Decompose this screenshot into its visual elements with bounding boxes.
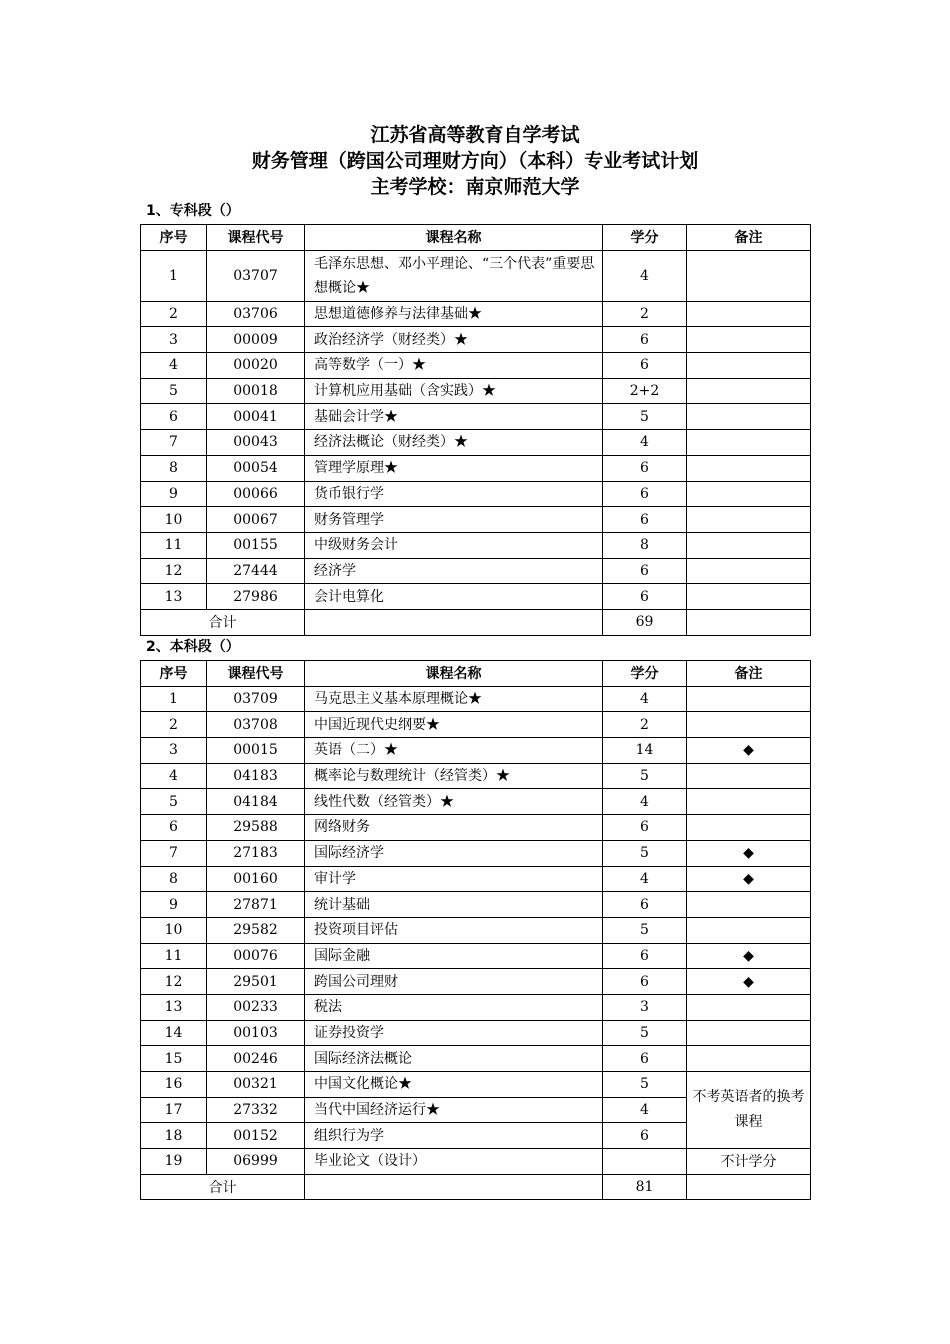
- course-note: [687, 712, 811, 738]
- course-code: 00160: [207, 866, 305, 892]
- table-row: [141, 815, 811, 841]
- section1-label: 1、专科段（）: [146, 203, 240, 219]
- course-credit: 5: [603, 1020, 687, 1046]
- course-code: 00067: [207, 507, 305, 533]
- course-code: 00043: [207, 430, 305, 456]
- total-label: 合计: [141, 1174, 305, 1200]
- table-header-row: [141, 661, 811, 687]
- header-note: 备注: [687, 225, 811, 251]
- row-number: 9: [141, 481, 207, 507]
- course-code: 00152: [207, 1123, 305, 1149]
- table-row: [141, 584, 811, 610]
- course-name: 组织行为学: [305, 1123, 603, 1149]
- total-note-blank: [687, 1174, 811, 1200]
- total-credit: 81: [603, 1174, 687, 1200]
- table-row: [141, 738, 811, 764]
- row-number: 12: [141, 558, 207, 584]
- course-code: 29582: [207, 917, 305, 943]
- course-note: [687, 532, 811, 558]
- section1-body: [141, 250, 811, 635]
- course-note: [687, 789, 811, 815]
- table-row: [141, 943, 811, 969]
- row-number: 6: [141, 404, 207, 430]
- course-note: [687, 763, 811, 789]
- course-code: 27183: [207, 840, 305, 866]
- diamond-mark: ◆: [687, 738, 811, 764]
- course-credit: 5: [603, 404, 687, 430]
- section1-table: [140, 224, 811, 636]
- course-credit: 4: [603, 430, 687, 456]
- row-number: 5: [141, 378, 207, 404]
- row-number: 7: [141, 840, 207, 866]
- course-name: 当代中国经济运行★: [305, 1097, 603, 1123]
- course-credit: 5: [603, 840, 687, 866]
- row-number: 8: [141, 455, 207, 481]
- course-note: [687, 327, 811, 353]
- table-row: [141, 404, 811, 430]
- total-name-blank: [305, 1174, 603, 1200]
- course-credit: 5: [603, 917, 687, 943]
- course-credit: 14: [603, 738, 687, 764]
- course-credit: 6: [603, 815, 687, 841]
- course-name: 中级财务会计: [305, 532, 603, 558]
- total-label: 合计: [141, 609, 305, 635]
- course-note: [687, 892, 811, 918]
- total-name-blank: [305, 609, 603, 635]
- course-code: 04183: [207, 763, 305, 789]
- course-credit: 6: [603, 455, 687, 481]
- course-code: 00018: [207, 378, 305, 404]
- course-note: [687, 353, 811, 379]
- course-name: 经济学: [305, 558, 603, 584]
- header-credit: 学分: [603, 225, 687, 251]
- course-name: 会计电算化: [305, 584, 603, 610]
- course-code: 03708: [207, 712, 305, 738]
- course-credit: 2+2: [603, 378, 687, 404]
- table-row: [141, 994, 811, 1020]
- header-no: 序号: [141, 225, 207, 251]
- course-credit: 6: [603, 584, 687, 610]
- course-name: 中国文化概论★: [305, 1072, 603, 1098]
- total-note-blank: [687, 609, 811, 635]
- course-code: 00009: [207, 327, 305, 353]
- course-credit: 4: [603, 789, 687, 815]
- course-note: [687, 815, 811, 841]
- table-row: [141, 378, 811, 404]
- table-row: [141, 250, 811, 301]
- row-number: 11: [141, 943, 207, 969]
- course-name: 计算机应用基础（含实践）★: [305, 378, 603, 404]
- course-credit: 5: [603, 1072, 687, 1098]
- course-credit: 6: [603, 558, 687, 584]
- table-row: [141, 1046, 811, 1072]
- table-row: [141, 327, 811, 353]
- course-code: 27332: [207, 1097, 305, 1123]
- course-code: 00041: [207, 404, 305, 430]
- course-code: 03706: [207, 301, 305, 327]
- title-line-2: 财务管理（跨国公司理财方向）（本科）专业考试计划: [251, 150, 699, 172]
- merged-note: 不考英语者的换考课程: [687, 1072, 811, 1149]
- course-name: 英语（二）★: [305, 738, 603, 764]
- row-number: 4: [141, 763, 207, 789]
- course-note: [687, 430, 811, 456]
- course-name: 投资项目评估: [305, 917, 603, 943]
- course-code: 00020: [207, 353, 305, 379]
- row-number: 10: [141, 917, 207, 943]
- table-row: [141, 892, 811, 918]
- course-name: 毕业论文（设计）: [305, 1149, 603, 1175]
- row-number: 9: [141, 892, 207, 918]
- header-name: 课程名称: [305, 225, 603, 251]
- table-row: [141, 1149, 811, 1175]
- course-code: 27444: [207, 558, 305, 584]
- table-row: [141, 712, 811, 738]
- course-credit: 3: [603, 994, 687, 1020]
- section2-table: [140, 660, 811, 1200]
- course-code: 27986: [207, 584, 305, 610]
- table-row: [141, 481, 811, 507]
- course-code: 00155: [207, 532, 305, 558]
- course-code: 29588: [207, 815, 305, 841]
- course-credit: 5: [603, 763, 687, 789]
- course-name: 审计学: [305, 866, 603, 892]
- row-number: 8: [141, 866, 207, 892]
- course-credit: 6: [603, 1123, 687, 1149]
- row-number: 6: [141, 815, 207, 841]
- header-name: 课程名称: [305, 661, 603, 687]
- row-number: 3: [141, 327, 207, 353]
- row-number: 18: [141, 1123, 207, 1149]
- row-number: 10: [141, 507, 207, 533]
- course-credit: 8: [603, 532, 687, 558]
- course-credit: 6: [603, 353, 687, 379]
- course-credit: 6: [603, 1046, 687, 1072]
- course-code: 00321: [207, 1072, 305, 1098]
- course-note: 不计学分: [687, 1149, 811, 1175]
- course-note: [687, 558, 811, 584]
- course-note: [687, 1046, 811, 1072]
- course-note: [687, 584, 811, 610]
- row-number: 3: [141, 738, 207, 764]
- course-name: 国际经济学: [305, 840, 603, 866]
- course-name: 基础会计学★: [305, 404, 603, 430]
- diamond-mark: ◆: [687, 866, 811, 892]
- title-line-1: 江苏省高等教育自学考试: [370, 124, 580, 146]
- course-note: [687, 994, 811, 1020]
- table-row: [141, 455, 811, 481]
- course-code: 00076: [207, 943, 305, 969]
- course-credit: 2: [603, 712, 687, 738]
- row-number: 5: [141, 789, 207, 815]
- row-number: 19: [141, 1149, 207, 1175]
- diamond-mark: ◆: [687, 969, 811, 995]
- course-note: [687, 481, 811, 507]
- title-line-3: 主考学校：南京师范大学: [370, 176, 580, 198]
- course-name: 概率论与数理统计（经管类）★: [305, 763, 603, 789]
- row-number: 1: [141, 686, 207, 712]
- row-number: 12: [141, 969, 207, 995]
- row-number: 4: [141, 353, 207, 379]
- total-row: [141, 609, 811, 635]
- course-name: 线性代数（经管类）★: [305, 789, 603, 815]
- course-name: 财务管理学: [305, 507, 603, 533]
- row-number: 17: [141, 1097, 207, 1123]
- course-code: 00246: [207, 1046, 305, 1072]
- header-note: 备注: [687, 661, 811, 687]
- course-name: 政治经济学（财经类）★: [305, 327, 603, 353]
- course-credit: 6: [603, 969, 687, 995]
- row-number: 14: [141, 1020, 207, 1046]
- course-credit: 2: [603, 301, 687, 327]
- course-note: [687, 378, 811, 404]
- course-code: 00066: [207, 481, 305, 507]
- row-number: 2: [141, 712, 207, 738]
- course-credit: [603, 1149, 687, 1175]
- total-credit: 69: [603, 609, 687, 635]
- row-number: 13: [141, 584, 207, 610]
- table-row: [141, 430, 811, 456]
- course-name: 毛泽东思想、邓小平理论、“三个代表”重要思想概论★: [305, 250, 603, 301]
- course-note: [687, 1020, 811, 1046]
- course-name: 中国近现代史纲要★: [305, 712, 603, 738]
- course-name: 高等数学（一）★: [305, 353, 603, 379]
- course-credit: 4: [603, 686, 687, 712]
- course-name: 国际经济法概论: [305, 1046, 603, 1072]
- table-row: [141, 866, 811, 892]
- header-code: 课程代号: [207, 225, 305, 251]
- course-name: 思想道德修养与法律基础★: [305, 301, 603, 327]
- course-note: [687, 250, 811, 301]
- course-name: 证券投资学: [305, 1020, 603, 1046]
- table-row: [141, 1020, 811, 1046]
- total-row: [141, 1174, 811, 1200]
- course-name: 统计基础: [305, 892, 603, 918]
- course-name: 网络财务: [305, 815, 603, 841]
- table-row: [141, 789, 811, 815]
- row-number: 1: [141, 250, 207, 301]
- course-name: 经济法概论（财经类）★: [305, 430, 603, 456]
- course-code: 27871: [207, 892, 305, 918]
- course-credit: 4: [603, 250, 687, 301]
- table-row: [141, 532, 811, 558]
- table-row: [141, 969, 811, 995]
- table-row: [141, 1072, 811, 1098]
- course-code: 06999: [207, 1149, 305, 1175]
- course-name: 跨国公司理财: [305, 969, 603, 995]
- header-credit: 学分: [603, 661, 687, 687]
- course-credit: 6: [603, 892, 687, 918]
- course-note: [687, 455, 811, 481]
- course-code: 00015: [207, 738, 305, 764]
- course-credit: 6: [603, 943, 687, 969]
- diamond-mark: ◆: [687, 943, 811, 969]
- course-name: 税法: [305, 994, 603, 1020]
- section2-label: 2、本科段（）: [146, 639, 240, 655]
- row-number: 13: [141, 994, 207, 1020]
- table-header-row: [141, 225, 811, 251]
- course-code: 03709: [207, 686, 305, 712]
- row-number: 11: [141, 532, 207, 558]
- course-code: 00103: [207, 1020, 305, 1046]
- diamond-mark: ◆: [687, 840, 811, 866]
- course-note: [687, 507, 811, 533]
- course-credit: 4: [603, 866, 687, 892]
- course-code: 03707: [207, 250, 305, 301]
- header-code: 课程代号: [207, 661, 305, 687]
- row-number: 15: [141, 1046, 207, 1072]
- course-credit: 4: [603, 1097, 687, 1123]
- table-row: [141, 840, 811, 866]
- table-row: [141, 763, 811, 789]
- course-code: 00054: [207, 455, 305, 481]
- course-note: [687, 404, 811, 430]
- row-number: 7: [141, 430, 207, 456]
- course-code: 04184: [207, 789, 305, 815]
- section2-body: [141, 686, 811, 1200]
- course-code: 29501: [207, 969, 305, 995]
- header-no: 序号: [141, 661, 207, 687]
- table-row: [141, 353, 811, 379]
- table-row: [141, 507, 811, 533]
- course-name: 管理学原理★: [305, 455, 603, 481]
- course-credit: 6: [603, 507, 687, 533]
- course-name: 货币银行学: [305, 481, 603, 507]
- document-title-block: [0, 122, 950, 200]
- course-credit: 6: [603, 327, 687, 353]
- course-note: [687, 301, 811, 327]
- row-number: 16: [141, 1072, 207, 1098]
- row-number: 2: [141, 301, 207, 327]
- table-row: [141, 686, 811, 712]
- course-credit: 6: [603, 481, 687, 507]
- table-row: [141, 917, 811, 943]
- course-note: [687, 917, 811, 943]
- course-name: 马克思主义基本原理概论★: [305, 686, 603, 712]
- course-name: 国际金融: [305, 943, 603, 969]
- table-row: [141, 558, 811, 584]
- course-code: 00233: [207, 994, 305, 1020]
- table-row: [141, 301, 811, 327]
- course-note: [687, 686, 811, 712]
